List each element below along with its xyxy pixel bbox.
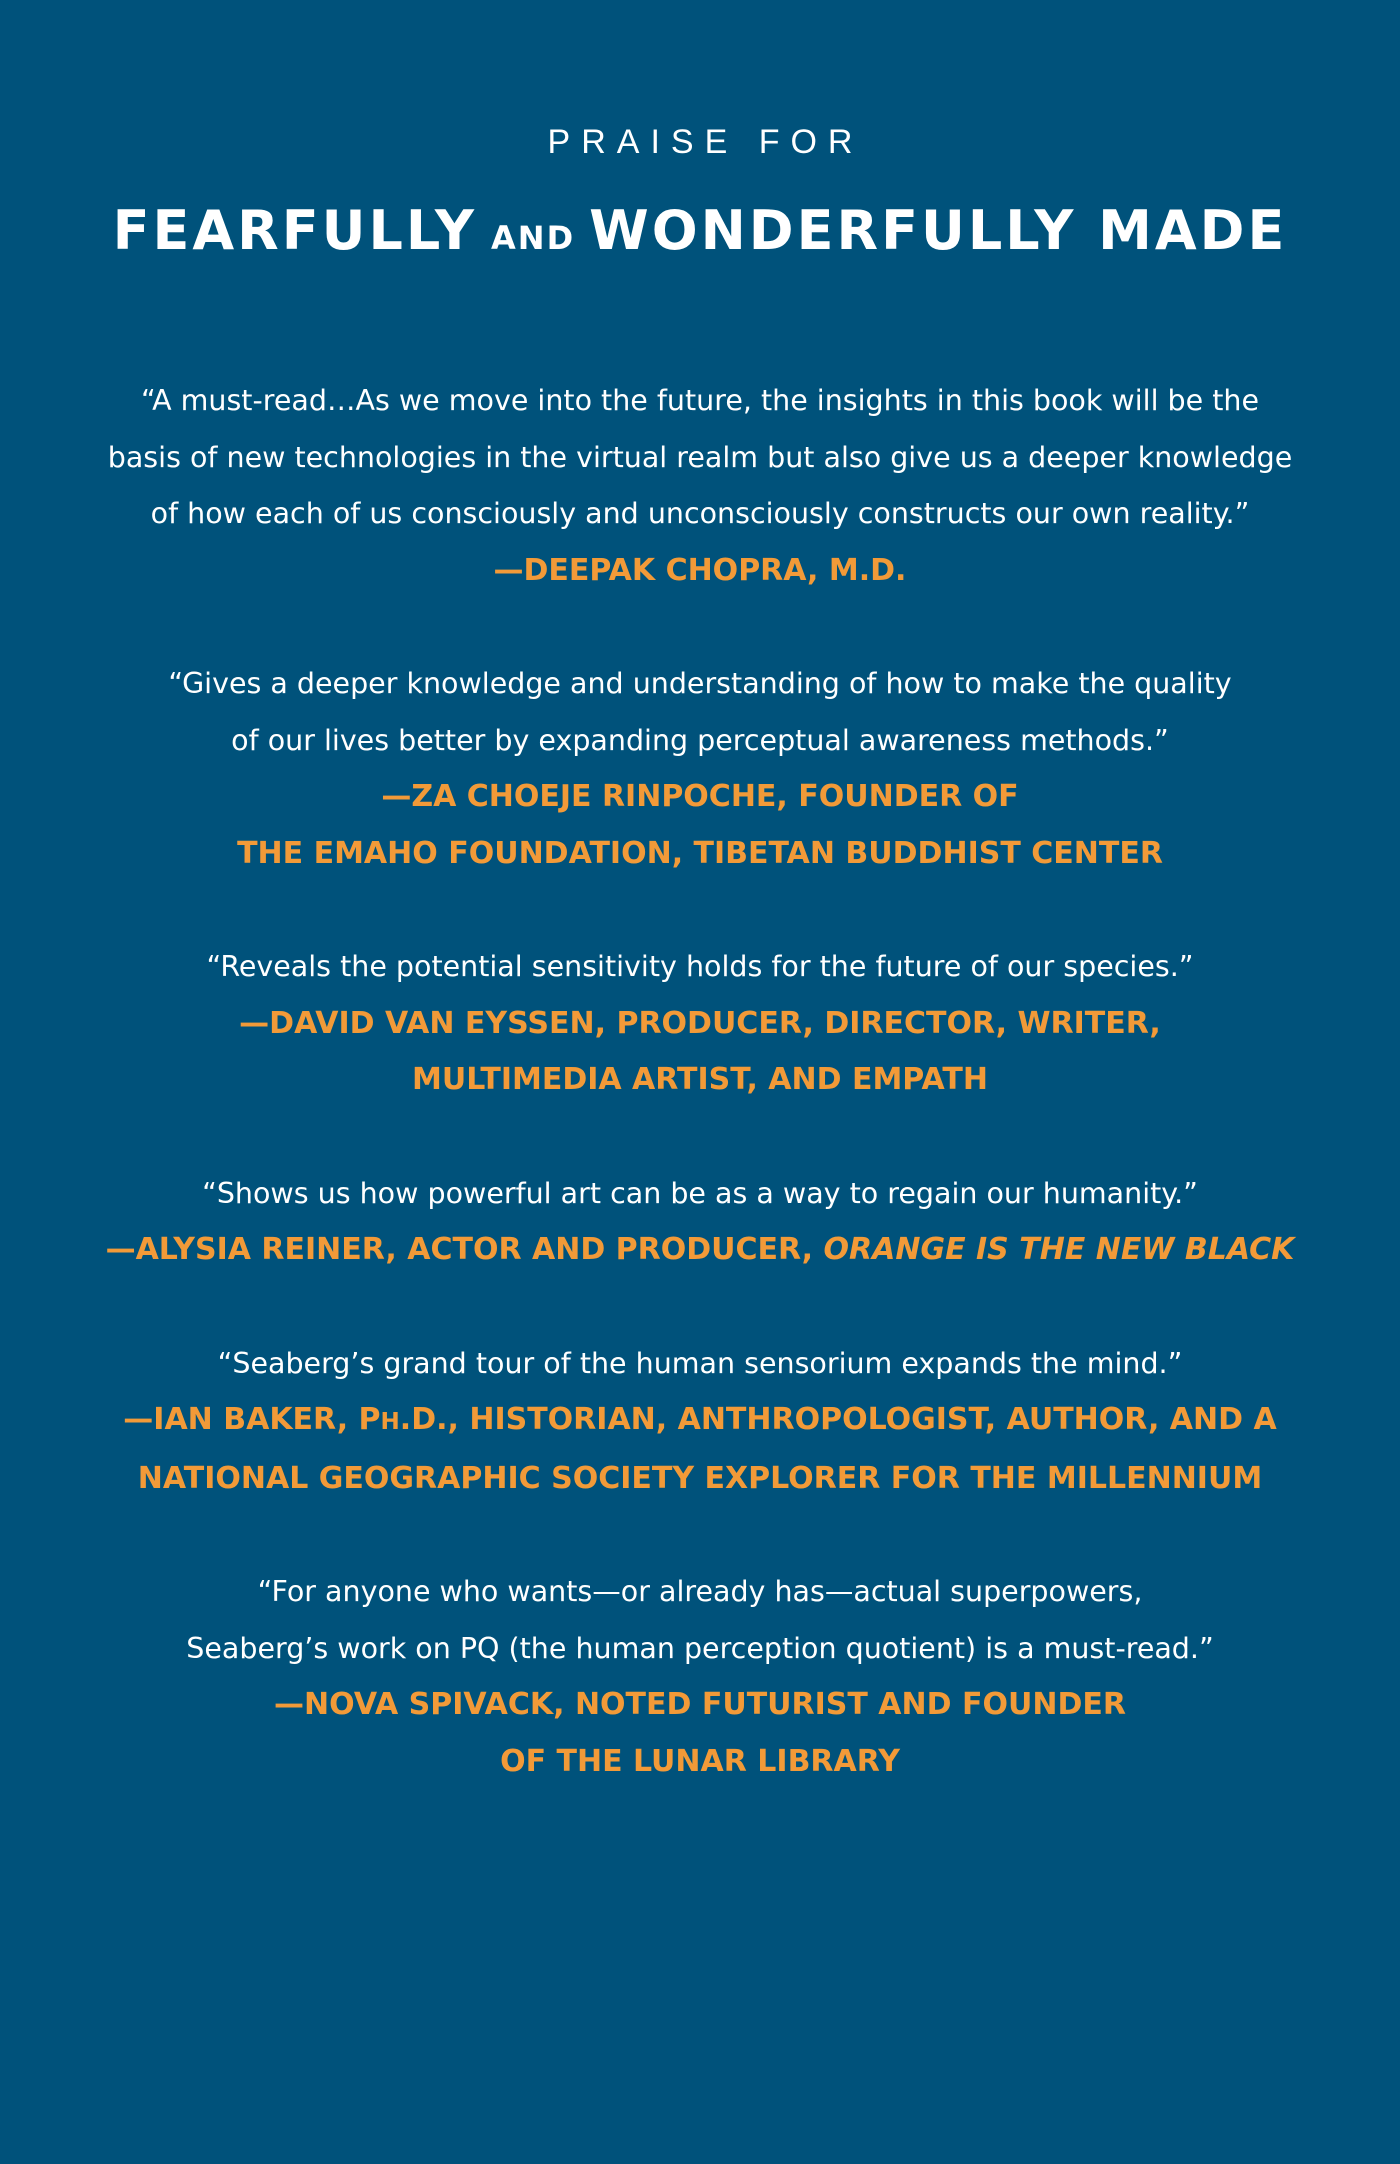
quote-line: of how each of us consciously and unconsciously constructs our own reality.” — [150, 497, 1250, 530]
attribution-line: THE EMAHO FOUNDATION, TIBETAN BUDDHIST CENTER — [237, 835, 1163, 871]
quote-line: “Gives a deeper knowledge and understanding of how to make the quality — [168, 667, 1232, 700]
attribution-line: MULTIMEDIA ARTIST, AND EMPATH — [411, 1062, 988, 1097]
attribution-line: —NOVA SPIVACK, NOTED FUTURIST AND FOUNDER — [274, 1687, 1126, 1722]
attribution-line: —DAVID VAN EYSSEN, PRODUCER, DIRECTOR, WRITER, — [239, 1005, 1161, 1041]
blurb-chopra — [0, 373, 1400, 599]
blurb-rinpoche — [0, 656, 1400, 882]
quote-line: “Seaberg’s grand tour of the human sensorium expands the mind.” — [217, 1346, 1183, 1380]
blurb-reiner — [0, 1166, 1400, 1279]
quote-line: “Reveals the potential sensitivity holds for the future of our species.” — [206, 950, 1194, 983]
blurb-list — [0, 373, 1400, 1790]
attribution-line — [0, 1222, 1400, 1279]
attribution-line — [0, 1392, 1400, 1451]
attribution-line: —DEEPAK CHOPRA, M.D. — [493, 552, 907, 588]
attribution-line: —ZA CHOEJE RINPOCHE, FOUNDER OF — [381, 779, 1019, 814]
title-word-and: AND — [491, 219, 576, 257]
quote-line: “For anyone who wants—or already has—actual superpowers, — [257, 1575, 1143, 1608]
quote-line: basis of new technologies in the virtual realm but also give us a deeper knowledge — [107, 440, 1293, 474]
title-word-fearfully: FEARFULLY — [112, 199, 478, 262]
praise-for-label: PRAISE FOR — [547, 123, 864, 161]
attribution-smallcaps: H — [380, 1409, 400, 1435]
attribution-line: NATIONAL GEOGRAPHIC SOCIETY EXPLORER FOR THE MILLENNIUM — [137, 1460, 1263, 1496]
blurb-baker — [0, 1336, 1400, 1508]
attribution-line: OF THE LUNAR LIBRARY — [500, 1743, 900, 1779]
quote-line: of our lives better by expanding perceptual awareness methods.” — [231, 723, 1169, 757]
quote-line: “A must-read…As we move into the future, the insights in this book will be the — [140, 384, 1259, 417]
title-words-wonderfully-made: WONDERFULLY MADE — [589, 199, 1288, 262]
attribution-name: —ALYSIA REINER, ACTOR AND PRODUCER, — [105, 1232, 824, 1267]
show-title: ORANGE IS THE NEW BLACK — [823, 1232, 1295, 1267]
blurb-spivack — [0, 1564, 1400, 1790]
attribution-part: —IAN BAKER, P — [123, 1402, 381, 1437]
blurb-van-eyssen — [0, 939, 1400, 1109]
attribution-part: .D., HISTORIAN, ANTHROPOLOGIST, AUTHOR, AND A — [399, 1402, 1277, 1437]
quote-line: “Shows us how powerful art can be as a way to regain our humanity.” — [202, 1176, 1198, 1210]
quote-line: Seaberg’s work on PQ (the human perception quotient) is a must-read.” — [186, 1631, 1214, 1665]
book-title — [0, 196, 1400, 273]
